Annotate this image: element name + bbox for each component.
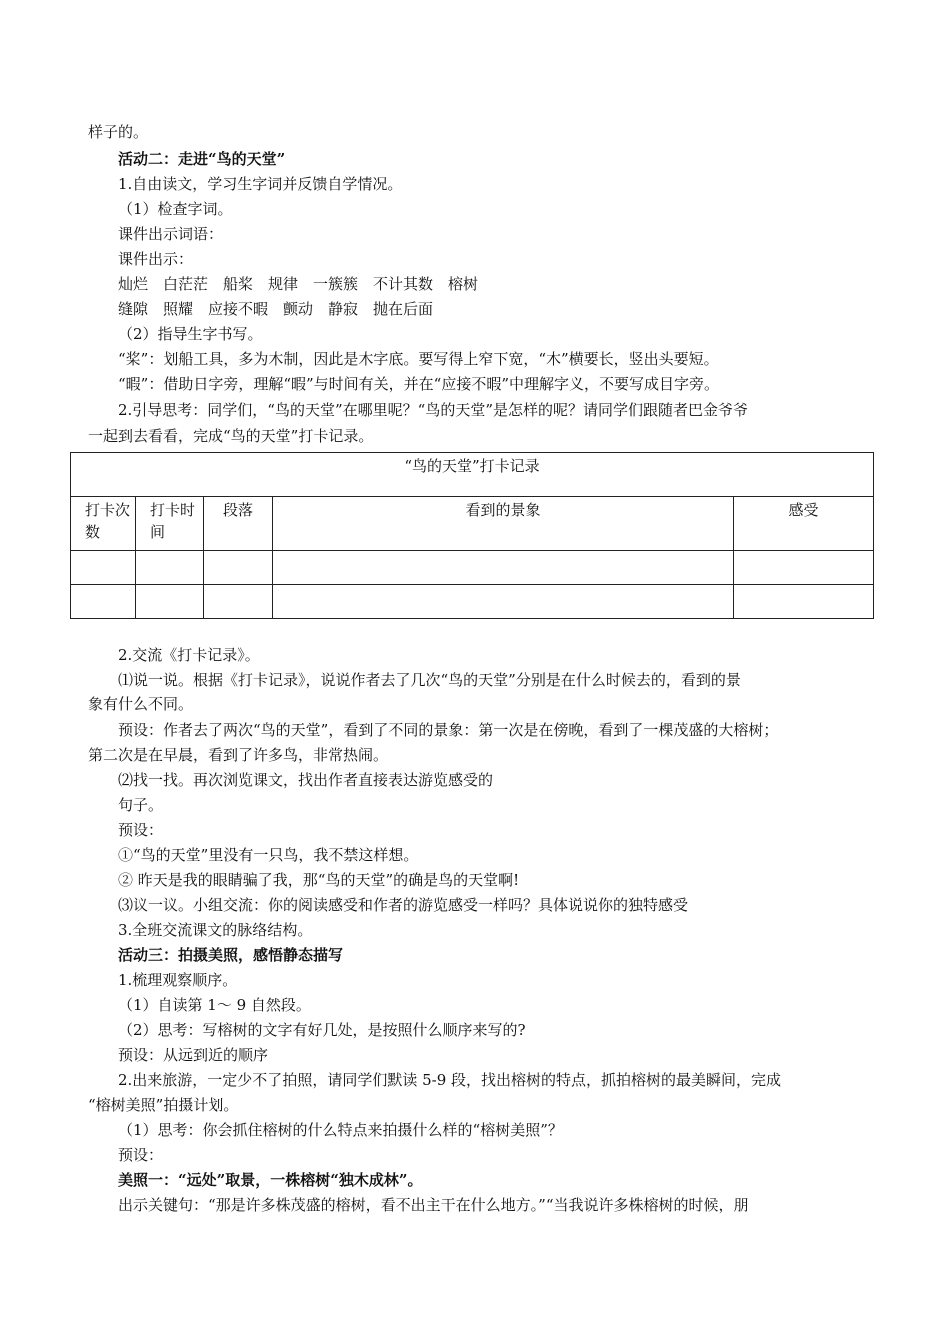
text-line: 句子。 bbox=[118, 796, 164, 814]
table-row bbox=[71, 585, 874, 619]
text-line: 2.引导思考：同学们，“鸟的天堂”在哪里呢？“鸟的天堂”是怎样的呢？请同学们跟随者巴金爷爷 bbox=[118, 401, 748, 419]
table-cell[interactable] bbox=[204, 551, 273, 585]
table-cell[interactable] bbox=[273, 585, 734, 619]
text-line: 2.交流《打卡记录》。 bbox=[118, 646, 260, 664]
text-line: 预设： bbox=[118, 821, 164, 839]
table-cell[interactable] bbox=[734, 551, 874, 585]
text-line: （2）思考：写榕树的文字有好几处，是按照什么顺序来写的? bbox=[118, 1021, 526, 1039]
text-line: 第二次是在早晨，看到了许多鸟，非常热闹。 bbox=[88, 746, 389, 764]
heading-photo-one: 美照一：“远处”取景，一株榕树“独木成林”。 bbox=[118, 1171, 423, 1189]
text-line: ⑴说一说。根据《打卡记录》，说说作者去了几次“鸟的天堂”分别是在什么时候去的，看到的景 bbox=[118, 671, 741, 689]
text-line: ⑶议一议。小组交流：你的阅读感受和作者的游览感受一样吗？具体说说你的独特感受 bbox=[118, 896, 689, 914]
text-line: 1.自由读文，学习生字词并反馈自学情况。 bbox=[118, 175, 403, 193]
text-line: 预设：从远到近的顺序 bbox=[118, 1046, 269, 1064]
text-line: “暇”：借助日字旁，理解“暇”与时间有关，并在“应接不暇”中理解字义，不要写成目字旁。 bbox=[118, 375, 720, 393]
table-cell[interactable] bbox=[71, 551, 136, 585]
text-line: ①“鸟的天堂”里没有一只鸟，我不禁这样想。 bbox=[118, 846, 419, 864]
heading-activity-three: 活动三：拍摄美照，感悟静态描写 bbox=[118, 946, 344, 964]
text-line: ⑵找一找。再次浏览课文，找出作者直接表达游览感受的 bbox=[118, 771, 494, 789]
table-cell[interactable] bbox=[136, 585, 204, 619]
text-line: 一起到去看看，完成“鸟的天堂”打卡记录。 bbox=[88, 427, 374, 445]
text-line: “榕树美照”拍摄计划。 bbox=[88, 1096, 239, 1114]
text-line: 预设： bbox=[118, 1146, 164, 1164]
table-cell[interactable] bbox=[204, 585, 273, 619]
table-cell[interactable] bbox=[734, 585, 874, 619]
text-line: 预设：作者去了两次“鸟的天堂”，看到了不同的景象：第一次是在傍晚，看到了一棵茂盛的大榕树； bbox=[118, 721, 779, 739]
header-time: 打卡时间 bbox=[136, 497, 204, 551]
word-list: 灿烂 白茫茫 船桨 规律 一簇簇 不计其数 榕树 bbox=[118, 275, 479, 293]
word-list: 缝隙 照耀 应接不暇 颤动 静寂 抛在后面 bbox=[118, 300, 434, 318]
text-line: （1）检查字词。 bbox=[118, 200, 233, 218]
text-line: 2.出来旅游，一定少不了拍照，请同学们默读 5-9 段，找出榕树的特点，抓拍榕树的最美瞬间，完成 bbox=[118, 1071, 782, 1089]
text-line: 样子的。 bbox=[88, 123, 149, 141]
text-line: 1.梳理观察顺序。 bbox=[118, 971, 238, 989]
text-line: 3.全班交流课文的脉络结构。 bbox=[118, 921, 313, 939]
header-count: 打卡次数 bbox=[71, 497, 136, 551]
text-line: 课件出示： bbox=[118, 250, 194, 268]
text-line: 象有什么不同。 bbox=[88, 695, 194, 713]
table-cell[interactable] bbox=[71, 585, 136, 619]
table-row bbox=[71, 551, 874, 585]
text-line: 课件出示词语： bbox=[118, 225, 224, 243]
table-cell[interactable] bbox=[136, 551, 204, 585]
heading-activity-two: 活动二：走进“鸟的天堂” bbox=[118, 150, 286, 168]
text-line: 出示关键句：“那是许多株茂盛的榕树，看不出主干在什么地方。”“当我说许多株榕树的时候，朋 bbox=[118, 1196, 749, 1214]
table-title: “鸟的天堂”打卡记录 bbox=[71, 453, 874, 497]
text-line: （2）指导生字书写。 bbox=[118, 325, 263, 343]
text-line: （1）自读第 1～ 9 自然段。 bbox=[118, 996, 311, 1014]
header-feeling: 感受 bbox=[734, 497, 874, 551]
check-in-record-table bbox=[70, 452, 874, 619]
text-line: （1）思考：你会抓住榕树的什么特点来拍摄什么样的“榕树美照”？ bbox=[118, 1121, 563, 1139]
header-paragraph: 段落 bbox=[204, 497, 273, 551]
table-cell[interactable] bbox=[273, 551, 734, 585]
text-line: “桨”：划船工具，多为木制，因此是木字底。要写得上窄下宽，“木”横要长，竖出头要短。 bbox=[118, 350, 719, 368]
header-scene: 看到的景象 bbox=[273, 497, 734, 551]
text-line: ② 昨天是我的眼睛骗了我，那“鸟的天堂”的确是鸟的天堂啊! bbox=[118, 871, 520, 889]
